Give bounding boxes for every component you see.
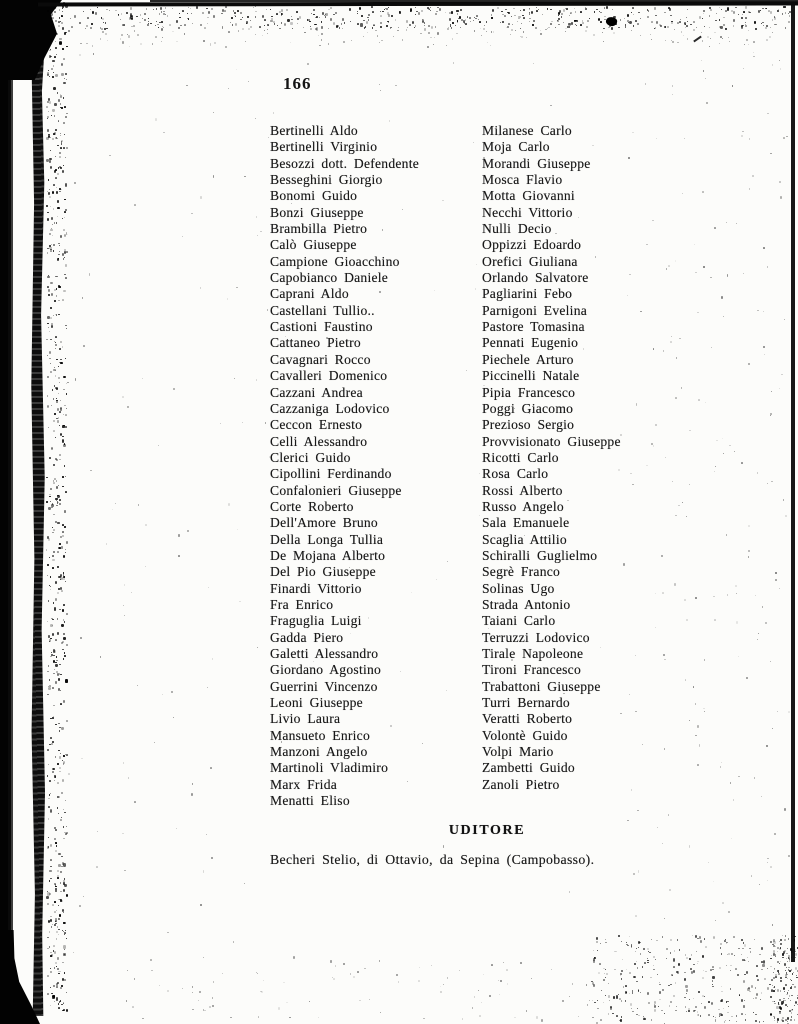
name-entry: Mansueto Enrico: [270, 727, 370, 743]
name-column-right: [482, 123, 621, 793]
top-scan-line-thin: [150, 0, 798, 2]
name-entry: Motta Giovanni: [482, 188, 575, 204]
name-entry: Piechele Arturo: [482, 351, 574, 367]
name-entry: Volpi Mario: [482, 744, 554, 760]
name-entry: Russo Angelo: [482, 498, 564, 514]
right-scan-line: [791, 4, 795, 962]
stray-mark: [693, 36, 702, 43]
name-entry: Marx Frida: [270, 776, 338, 792]
name-entry: Segrè Franco: [482, 564, 561, 580]
name-entry: Bertinelli Virginio: [270, 139, 378, 155]
name-entry: Giordano Agostino: [270, 662, 382, 678]
name-entry: Rossi Alberto: [482, 482, 563, 498]
name-entry: Mosca Flavio: [482, 172, 563, 188]
name-entry: Galetti Alessandro: [270, 646, 379, 661]
name-entry: Calò Giuseppe: [270, 237, 357, 253]
name-entry: Pagliarini Febo: [482, 286, 573, 302]
name-entry: Nulli Decio: [482, 221, 552, 237]
name-entry: Milanese Carlo: [482, 123, 572, 138]
name-entry: Martinoli Vladimiro: [270, 760, 389, 776]
name-entry: Trabattoni Giuseppe: [482, 678, 601, 694]
name-entry: Orlando Salvatore: [482, 270, 589, 286]
name-entry: Cazzaniga Lodovico: [270, 400, 390, 416]
name-entry: Guerrini Vincenzo: [270, 678, 378, 694]
binding-edge-band: [0, 0, 13, 1024]
name-entry: Leoni Giuseppe: [270, 695, 363, 711]
name-entry: Zanoli Pietro: [482, 776, 560, 792]
top-scan-line: [38, 1, 798, 6]
name-entry: Cavagnari Rocco: [270, 351, 371, 367]
name-entry: Rosa Carlo: [482, 466, 549, 482]
name-entry: Fraguglia Luigi: [270, 613, 362, 629]
name-entry: Della Longa Tullia: [270, 531, 384, 547]
name-entry: Gadda Piero: [270, 629, 344, 645]
corner-blob-top-left: [0, 0, 62, 80]
page-number: 166: [283, 74, 312, 93]
name-entry: Castellani Tullio..: [270, 302, 375, 318]
uditore-entry: Becheri Stelio, di Ottavio, da Sepina (Campobasso).: [270, 852, 595, 867]
name-entry: Zambetti Guido: [482, 760, 575, 776]
name-entry: Poggi Giacomo: [482, 400, 574, 416]
name-entry: Parnigoni Evelina: [482, 302, 588, 318]
name-entry: Taiani Carlo: [482, 613, 556, 629]
ink-blob: [605, 15, 618, 27]
name-entry: Pennati Eugenio: [482, 335, 579, 351]
name-entry: Bonomi Guido: [270, 188, 358, 204]
name-entry: Pipia Francesco: [482, 384, 576, 400]
name-entry: Besseghini Giorgio: [270, 172, 383, 188]
name-entry: Castioni Faustino: [270, 319, 373, 335]
name-entry: Fra Enrico: [270, 596, 334, 612]
name-entry: Necchi Vittorio: [482, 204, 573, 220]
name-entry: Prezioso Sergio: [482, 417, 575, 433]
name-entry: Scaglia Attilio: [482, 531, 567, 547]
name-entry: Solinas Ugo: [482, 580, 555, 596]
name-entry: Bonzi Giuseppe: [270, 204, 364, 220]
name-column-left: [270, 123, 419, 809]
name-entry: Campione Gioacchino: [270, 253, 400, 269]
section-heading: UDITORE: [448, 823, 526, 838]
name-entry: Terruzzi Lodovico: [482, 629, 590, 645]
name-entry: Cipollini Ferdinando: [270, 466, 392, 482]
name-entry: Tirale Napoleone: [482, 646, 584, 661]
name-entry: Veratti Roberto: [482, 711, 573, 727]
name-entry: Strada Antonio: [482, 596, 571, 612]
name-entry: Cazzani Andrea: [270, 384, 363, 400]
name-entry: Brambilla Pietro: [270, 221, 368, 237]
name-entry: Manzoni Angelo: [270, 744, 368, 760]
name-entry: Caprani Aldo: [270, 286, 349, 302]
name-entry: Piccinelli Natale: [482, 368, 580, 384]
name-entry: Sala Emanuele: [482, 515, 570, 531]
name-entry: De Mojana Alberto: [270, 547, 386, 563]
name-entry: Ricotti Carlo: [482, 449, 559, 465]
name-entry: Clerici Guido: [270, 449, 351, 465]
name-entry: Morandi Giuseppe: [482, 155, 591, 171]
name-entry: Livio Laura: [270, 711, 341, 727]
name-entry: Corte Roberto: [270, 498, 354, 514]
name-entry: Dell'Amore Bruno: [270, 515, 378, 531]
name-entry: Confalonieri Giuseppe: [270, 482, 402, 498]
name-entry: Turri Bernardo: [482, 695, 570, 711]
name-entry: Pastore Tomasina: [482, 319, 585, 335]
name-entry: Volontè Guido: [482, 727, 568, 743]
name-entry: Cattaneo Pietro: [270, 335, 361, 351]
name-entry: Del Pio Giuseppe: [270, 564, 376, 580]
name-entry: Orefici Giuliana: [482, 253, 578, 269]
name-entry: Provvisionato Giuseppe: [482, 433, 621, 449]
name-entry: Tironi Francesco: [482, 662, 582, 678]
binding-inner-strip: [31, 0, 45, 1016]
name-entry: Finardi Vittorio: [270, 580, 362, 596]
name-entry: Moja Carlo: [482, 139, 550, 155]
name-entry: Oppizzi Edoardo: [482, 237, 582, 253]
name-entry: Cavalleri Domenico: [270, 368, 388, 384]
name-entry: Menatti Eliso: [270, 793, 350, 809]
name-entry: Celli Alessandro: [270, 433, 368, 449]
name-entry: Bertinelli Aldo: [270, 123, 358, 138]
name-entry: Besozzi dott. Defendente: [270, 155, 420, 171]
name-entry: Ceccon Ernesto: [270, 417, 363, 433]
name-entry: Schiralli Guglielmo: [482, 547, 598, 563]
name-entry: Capobianco Daniele: [270, 270, 389, 286]
